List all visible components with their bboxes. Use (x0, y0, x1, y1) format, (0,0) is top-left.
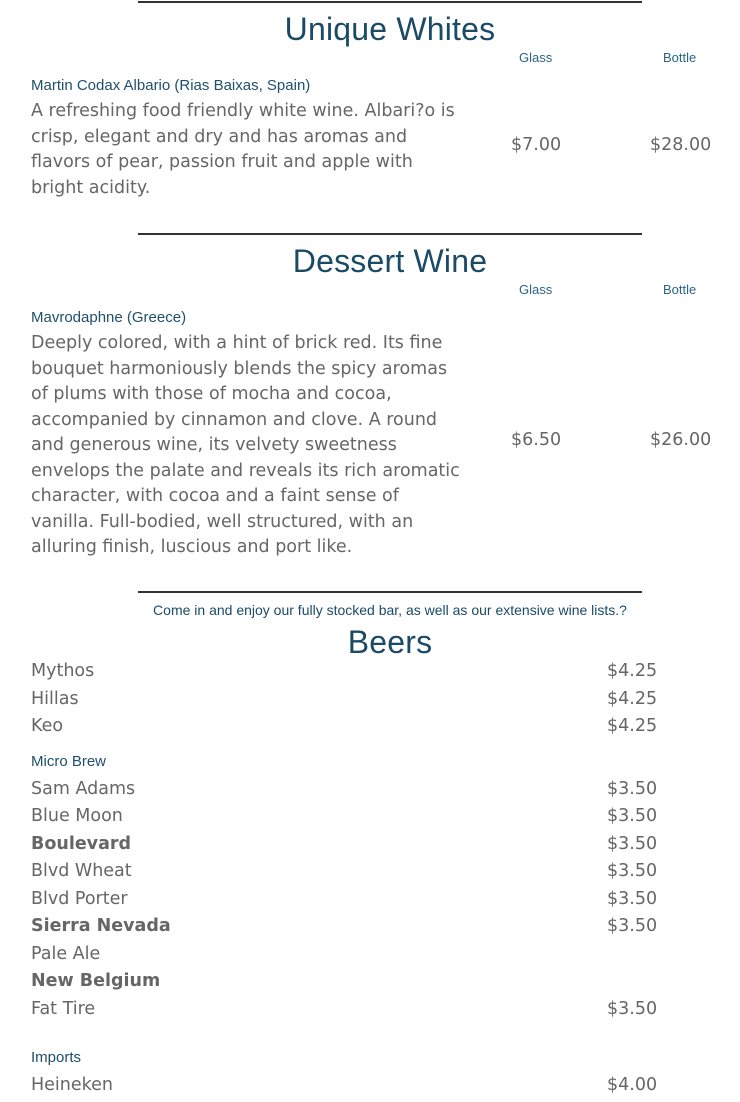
beer-price: $4.25 (607, 661, 658, 681)
dessert-glass-label: Glass (519, 282, 553, 297)
beer-price: $4.25 (607, 716, 658, 736)
beer-name: Pale Ale (31, 944, 101, 964)
micro-brew-label: Micro Brew (31, 753, 107, 770)
dessert-wine-description: Deeply colored, with a hint of brick red. Its fine bouquet harmoniously blends the spicy aromas of plums with those of mocha and cocoa, accompanied by cinnamon and clove. A round and generous wine, its velvety sweetness envelops the palate and reveals its rich aromatic character, with cocoa and a faint sense of vanilla. Full-bodied, well structured, with an alluring finish, luscious and port like. (31, 333, 460, 557)
beer-row (31, 806, 661, 833)
dessert-bottle-label: Bottle (663, 282, 697, 297)
beer-row (31, 916, 661, 943)
unique-whites-heading: Unique Whites (284, 11, 496, 47)
beer-name: Blvd Wheat (31, 861, 132, 881)
beers-divider (138, 591, 642, 593)
dessert-divider (138, 233, 642, 235)
dessert-wine-heading: Dessert Wine (292, 243, 488, 279)
dessert-bottle-price: $26.00 (650, 430, 712, 450)
beer-name: Fat Tire (31, 999, 96, 1019)
beer-name: Hillas (31, 689, 79, 709)
imports-label: Imports (31, 1049, 82, 1066)
beer-brand-name: New Belgium (31, 971, 161, 991)
beer-price: $4.00 (607, 1075, 658, 1095)
beer-price: $3.50 (607, 916, 658, 936)
beer-row (31, 999, 661, 1026)
beer-name: Sam Adams (31, 779, 136, 799)
beers-heading: Beers (347, 624, 433, 660)
beer-row (31, 861, 661, 888)
beer-name: Blue Moon (31, 806, 123, 826)
top-divider (138, 1, 642, 3)
beer-row (31, 1075, 661, 1102)
beer-price: $3.50 (607, 999, 658, 1019)
beer-row (31, 689, 661, 716)
beer-row (31, 716, 661, 743)
white-glass-price: $7.00 (511, 135, 562, 155)
beer-price: $3.50 (607, 834, 658, 854)
white-wine-description: A refreshing food friendly white wine. Albari?o is crisp, elegant and dry and has aromas and flavors of pear, passion fruit and apple with bright acidity. (31, 101, 455, 198)
beer-row (31, 889, 661, 916)
beer-row (31, 971, 661, 998)
beer-price: $4.25 (607, 689, 658, 709)
beer-row (31, 944, 661, 971)
beer-price: $3.50 (607, 889, 658, 909)
bar-tagline: Come in and enjoy our fully stocked bar, as well as our extensive wine lists.? (153, 602, 627, 618)
white-bottle-label: Bottle (663, 50, 697, 65)
dessert-glass-price: $6.50 (511, 430, 562, 450)
beer-name: Mythos (31, 661, 95, 681)
white-glass-label: Glass (519, 50, 553, 65)
beer-name: Keo (31, 716, 64, 736)
beer-name: Heineken (31, 1075, 114, 1095)
beer-price: $3.50 (607, 806, 658, 826)
beer-price: $3.50 (607, 779, 658, 799)
beer-row (31, 779, 661, 806)
beer-brand-name: Sierra Nevada (31, 916, 171, 936)
beer-name: Blvd Porter (31, 889, 128, 909)
beer-row (31, 661, 661, 688)
beer-price: $3.50 (607, 861, 658, 881)
white-wine-name: Martin Codax Albario (Rias Baixas, Spain) (31, 77, 311, 94)
white-bottle-price: $28.00 (650, 135, 712, 155)
dessert-wine-name: Mavrodaphne (Greece) (31, 309, 187, 326)
beer-row (31, 834, 661, 861)
beer-brand-name: Boulevard (31, 834, 132, 854)
